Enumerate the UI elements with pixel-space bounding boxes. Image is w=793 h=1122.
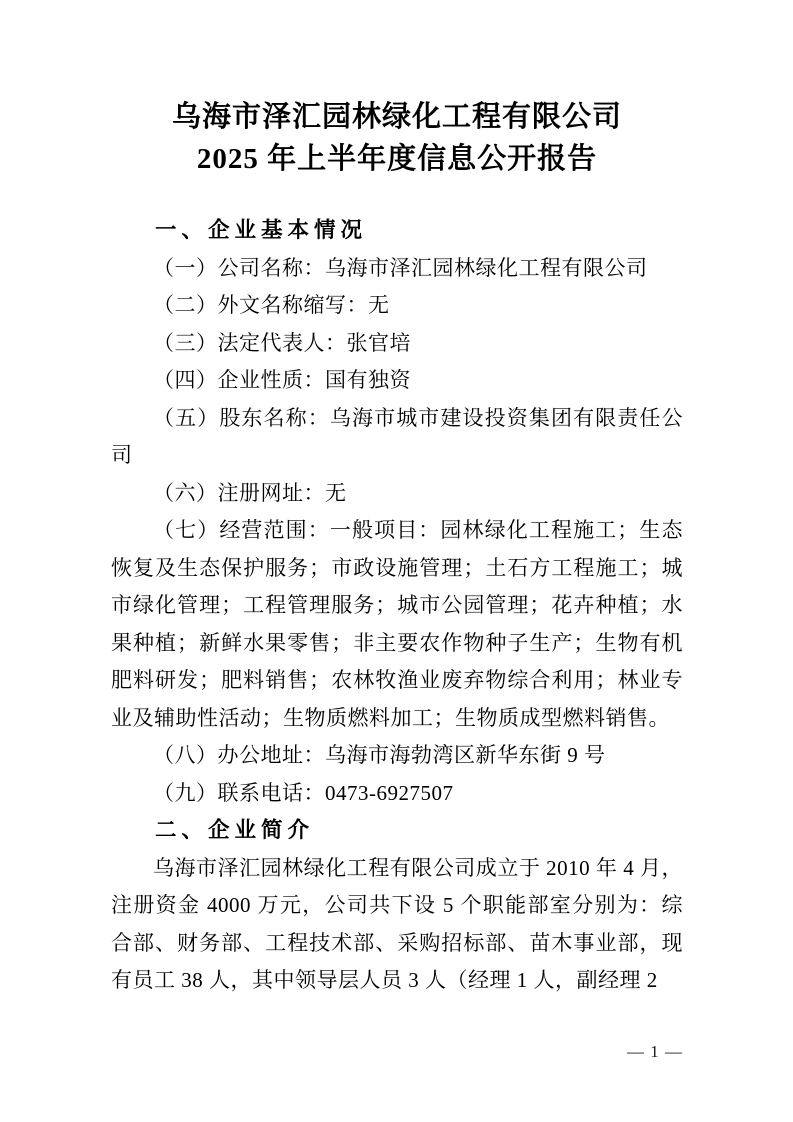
para-company-name: （一）公司名称：乌海市泽汇园林绿化工程有限公司: [153, 255, 648, 280]
document-title-line-1: 乌海市泽汇园林绿化工程有限公司: [171, 101, 622, 133]
section-heading-basic-info: 一、企业基本情况: [155, 218, 368, 242]
para-company-intro: 乌海市泽汇园林绿化工程有限公司成立于 2010 年 4 月，注册资金 4000 万元，公司共下设 5 个职能部室分别为：综合部、财务部、工程技术部、采购招标部、苗木事业部，现有员工 38 人，其中领导层人员 3 人（经理 1 人，副经理 2: [111, 855, 683, 992]
para-enterprise-nature: （四）企业性质：国有独资: [153, 368, 411, 392]
para-contact-phone: （九）联系电话：0473-6927507: [153, 780, 454, 805]
para-office-address: （八）办公地址：乌海市海勃湾区新华东街 9 号: [153, 743, 606, 767]
section-heading-company-profile: 二、企业简介: [155, 818, 315, 842]
para-shareholder-name: （五）股东名称：乌海市城市建设投资集团有限责任公司: [111, 405, 683, 467]
document-title-line-2: 2025 年上半年度信息公开报告: [196, 143, 598, 175]
document-body: [111, 212, 683, 1000]
page-number: — 1 —: [627, 1042, 683, 1061]
para-registered-website: （六）注册网址：无: [153, 480, 347, 505]
para-legal-representative: （三）法定代表人：张官培: [153, 330, 411, 355]
document-title: [111, 96, 683, 180]
document-content-column: [111, 96, 683, 1000]
para-business-scope: （七）经营范围：一般项目：园林绿化工程施工；生态恢复及生态保护服务；市政设施管理；土石方工程施工；城市绿化管理；工程管理服务；城市公园管理；花卉种植；水果种植；新鲜水果零售；非主要农作物种子生产；生物有机肥料研发；肥料销售；农林牧渔业废弃物综合利用；林业专业及辅助性活动；生物质燃料加工；生物质成型燃料销售。: [111, 518, 683, 730]
para-foreign-name-abbreviation: （二）外文名称缩写：无: [153, 293, 390, 317]
